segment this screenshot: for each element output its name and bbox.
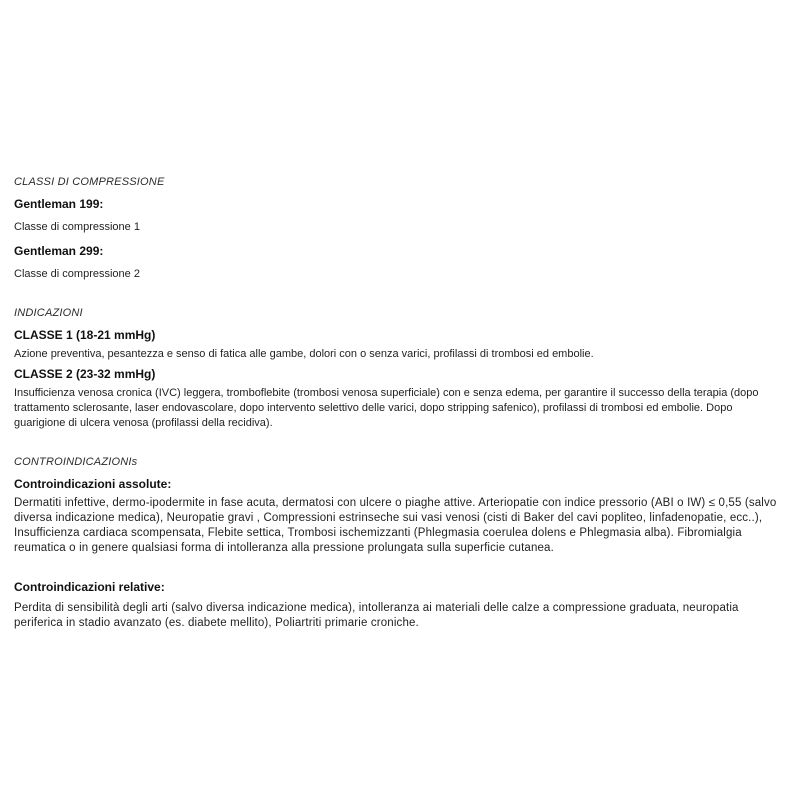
- controindicazioni-assolute-paragraph: Dermatiti infettive, dermo-ipodermite in fase acuta, dermatosi con ulcere o piaghe attive. Arteriopatie con indice pressorio (ABI o IW) ≤ 0,55 (salvo diversa indicazione medica), Neuropatie gravi , Compressioni estrinseche sui vasi venosi (cisti di Baker del cavi popliteo, linfadenopatie, ecc..), Insufficienza cardiaca scompensata, Flebite settica, Trombosi ischemizzanti (Phlegmasia coerulea dolens e Phlegmasia alba). Fibromialgia reumatica o in genere qualsiasi forma di intolleranza alla pressione prolungata sulla superficie cutanea.: [14, 497, 777, 554]
- gentleman-199-value: Classe di compressione 1: [14, 221, 140, 233]
- gentleman-299-label: Gentleman 299:: [14, 244, 104, 258]
- product-info-document: [14, 176, 786, 631]
- gentleman-299-value: Classe di compressione 2: [14, 268, 140, 280]
- section-indicazioni: [14, 307, 786, 431]
- controindicazioni-relative-heading: Controindicazioni relative:: [14, 580, 165, 594]
- controindicazioni-assolute-heading: Controindicazioni assolute:: [14, 477, 172, 491]
- controindicazioni-relative-paragraph: Perdita di sensibilità degli arti (salvo diversa indicazione medica), intolleranza ai materiali delle calze a compressione graduata, neuropatia periferica in stadio avanzato (es. diabete mellito), Poliartriti primarie croniche.: [14, 602, 739, 629]
- classe-1-paragraph: Azione preventiva, pesantezza e senso di fatica alle gambe, dolori con o senza varici, profilassi di trombosi ed embolie.: [14, 348, 594, 360]
- section-title-controindicazioni: CONTROINDICAZIONIs: [14, 456, 138, 468]
- classe-2-paragraph: Insufficienza venosa cronica (IVC) leggera, tromboflebite (trombosi venosa superficiale) con e senza edema, per garantire il successo della terapia (dopo trattamento sclerosante, laser endovascolare, dopo intervento selettivo delle varici, dopo stripping safenico), profilassi di trombosi ed embolie. Dopo guarigione di ulcera venosa (profilassi della recidiva).: [14, 387, 759, 429]
- classe-1-heading: CLASSE 1 (18-21 mmHg): [14, 328, 156, 342]
- section-controindicazioni: [14, 456, 786, 631]
- gentleman-199-label: Gentleman 199:: [14, 197, 104, 211]
- section-title-classi-di-compressione: CLASSI DI COMPRESSIONE: [14, 176, 165, 188]
- section-title-indicazioni: INDICAZIONI: [14, 307, 83, 319]
- classe-2-heading: CLASSE 2 (23-32 mmHg): [14, 367, 156, 381]
- section-classi-di-compressione: [14, 176, 786, 282]
